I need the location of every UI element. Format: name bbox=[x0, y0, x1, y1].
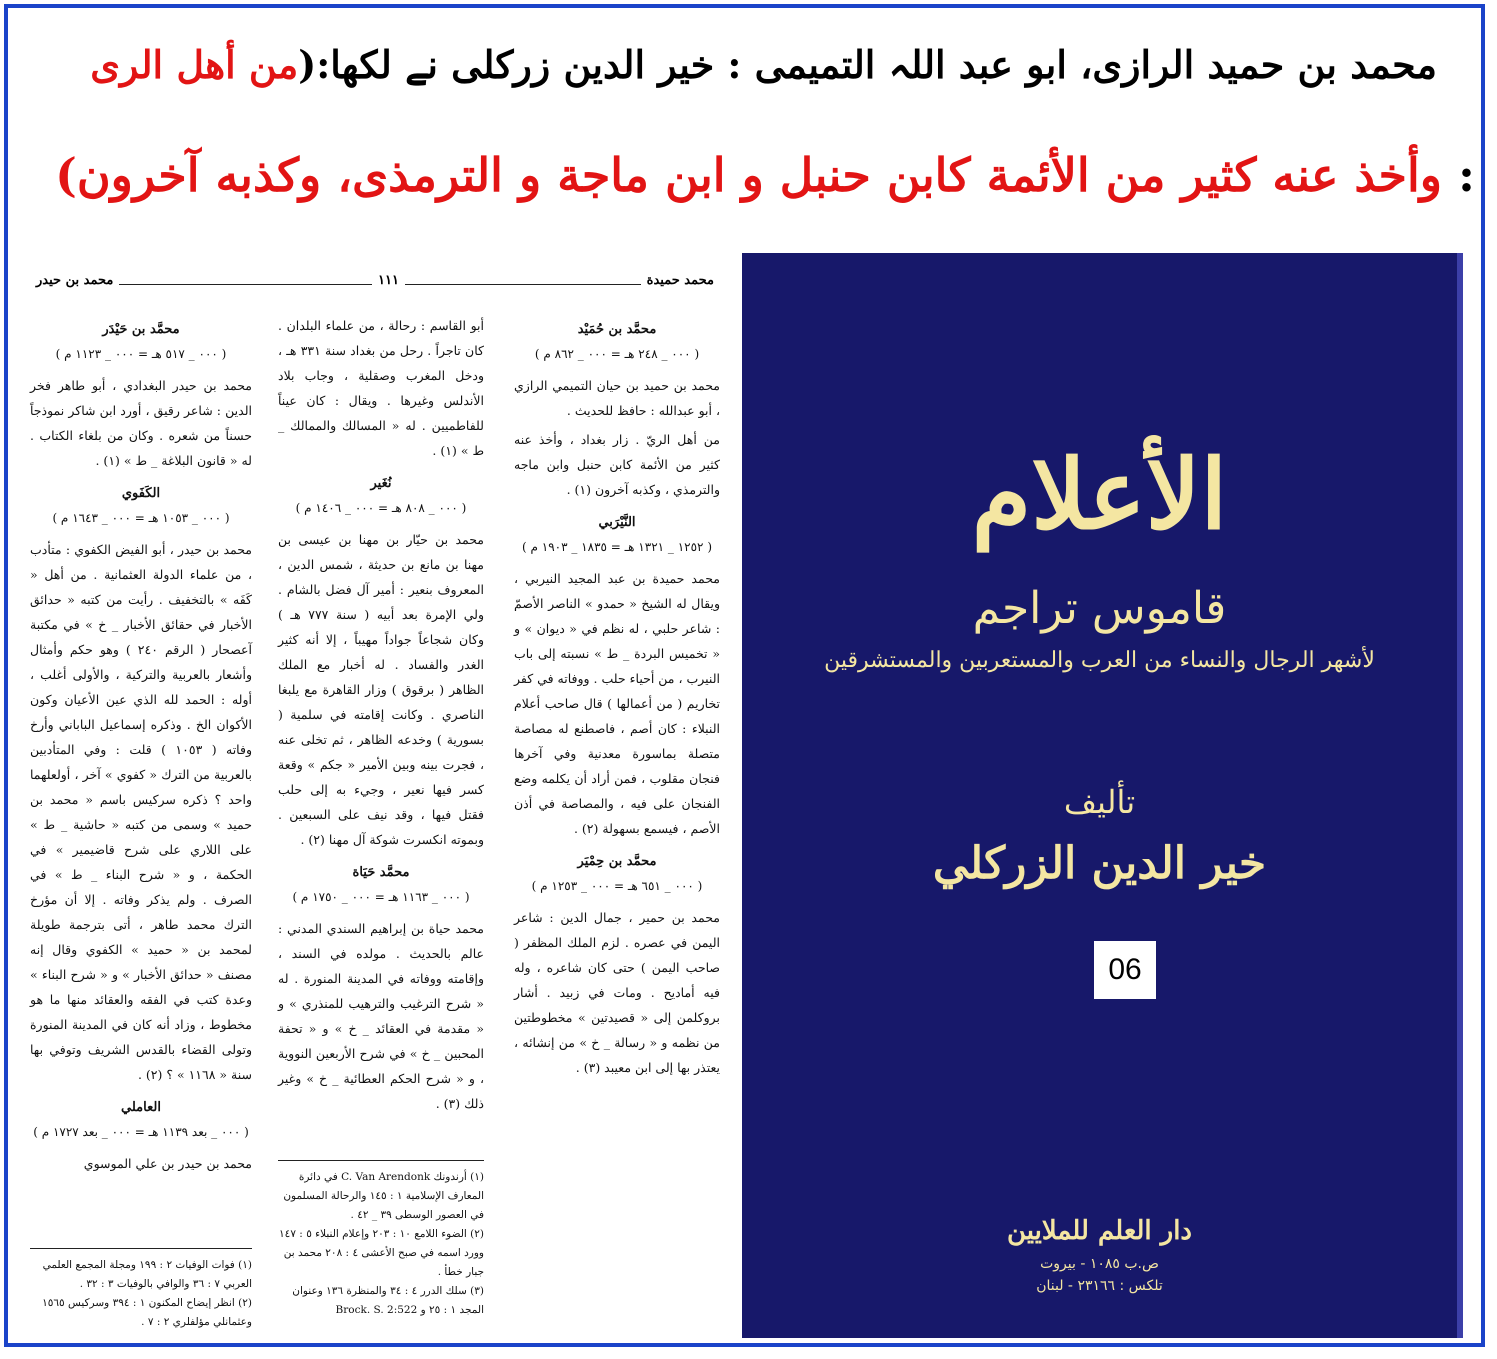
entry-text: محمد حياة بن إبراهيم السندي المدني : عالم بالحديث . مولده في السند ، وإقامته ووفاته في المدينة المنورة . له « شرح الترغيب والترهيب للمنذري » و « مقدمة في العقائد _ خ » و « تحفة المحبين _ خ » في شرح الأربعين النووية ، و « شرح الحكم العطائية _ خ » وغير ذلك (٣) . bbox=[278, 921, 484, 1111]
entry-name: الكَفَوي bbox=[121, 486, 161, 501]
entry-name: محمَّد بن حِمْيَر bbox=[577, 854, 657, 869]
entry-dates: ( ٠٠٠ _ ٨٠٨ هـ = ٠٠٠ _ ١٤٠٦ م ) bbox=[295, 501, 467, 515]
biography-entry bbox=[278, 313, 484, 463]
column-left bbox=[30, 313, 252, 1184]
page-number: ١١١ bbox=[372, 273, 405, 288]
footnotes-left bbox=[30, 1256, 252, 1332]
biography-entry bbox=[278, 860, 484, 1116]
entry-text: محمد بن حميد بن حيان التميمي الرازي ، أبو عبدالله : حافظ للحديث . bbox=[514, 378, 720, 418]
entry-text: محمد حميدة بن عبد المجيد النيربي ، ويقال له الشيخ « حمدو » الناصر الأصمّ : شاعر حلبي ، له نظم في « ديوان » و « تخميس البردة _ ط » نسبته إلى باب النيرب ، من أحياء حلب . ووفاته في كفر تخاريم ( من أعمالها ) قال صاحب أعلام النبلاء : كان أصم ، فاصطنع له مصاصة متصلة بماسورة معدنية وفي آخرها فنجان مقلوب ، فمن أراد أن يكلمه وضع الفنجان على فيه ، والمصاصة في أذن الأصم ، فيسمع بسهولة (٢) . bbox=[514, 571, 720, 836]
headline-colon: : bbox=[1442, 148, 1475, 202]
biography-entry bbox=[30, 317, 252, 473]
footnote: (٢) انظر إيضاح المكنون ١ : ٣٩٤ وسركيس ١٥٦٥ وعثمانلي مؤلفلري ٢ : ٧ . bbox=[42, 1297, 252, 1328]
headline-line-1 bbox=[90, 42, 1437, 87]
entry-dates: ( ٠٠٠ _ ٢٤٨ هـ = ٠٠٠ _ ٨٦٢ م ) bbox=[534, 347, 700, 361]
entry-dates: ( ٠٠٠ _ ١١٦٣ هـ = ٠٠٠ _ ١٧٥٠ م ) bbox=[292, 890, 470, 904]
cover-subtitle: قاموس تراجم bbox=[972, 583, 1227, 634]
cover-description: لأشهر الرجال والنساء من العرب والمستعربين والمستشرقين bbox=[824, 648, 1375, 673]
biography-entry bbox=[278, 471, 484, 852]
column-middle bbox=[278, 313, 484, 1124]
headline-red-quote-2: وأخذ عنه كثير من الأئمة كابن حنبل و ابن ماجة و الترمذی، وكذبه آخرون) bbox=[55, 148, 1442, 202]
footnote: (٢) الضوء اللامع ١٠ : ٢٠٣ وإعلام النبلاء ٥ : ١٤٧ وورد اسمه في صبح الأعشى ٤ : ٢٠٨ محمد بن جبار خطأ . bbox=[279, 1228, 484, 1278]
footnote: (٣) سلك الدرر ٤ : ٣٤ والمنظرة ١٣٦ وعنوان المجد ١ : ٢٥ و Brock. S. 2:522 bbox=[292, 1285, 484, 1316]
cover-address-1: ص.ب ١٠٨٥ - بيروت bbox=[1040, 1256, 1159, 1272]
cover-author: خير الدين الزركلي bbox=[932, 838, 1267, 889]
biography-entry bbox=[514, 317, 720, 502]
cover-author-label: تأليف bbox=[1063, 783, 1136, 821]
cover-publisher: دار العلم للملايين bbox=[1006, 1216, 1192, 1246]
headline-line-2 bbox=[55, 148, 1475, 202]
footnote: (١) أرندونك C. Van Arendonk في دائرة المعارف الإسلامية ١ : ١٤٥ والرحالة المسلمون في العصور الوسطى ٣٩ _ ٤٢ . bbox=[283, 1171, 484, 1221]
volume-number: 06 bbox=[1094, 941, 1156, 999]
entry-name: محمَّد بن حَيْدَر bbox=[102, 322, 180, 337]
entry-name: العاملي bbox=[121, 1100, 161, 1115]
footnote-rule-left bbox=[30, 1248, 252, 1249]
biography-entry bbox=[30, 1095, 252, 1176]
entry-text: محمد بن حمير ، جمال الدين : شاعر اليمن في عصره . لزم الملك المظفر ( صاحب اليمن ) حتى كان شاعره ، وله فيه أماديح . ومات في زبيد . أشار بروكلمن إلى « قصيدتين » مخطوطتين من نظمه و « رسالة _ خ » من إنشائه ، يعتذر بها إلى ابن معيبد (٣) . bbox=[514, 910, 720, 1075]
footnotes-middle bbox=[278, 1168, 484, 1320]
entry-name: نُغَير bbox=[370, 476, 392, 491]
headline-urdu-text: محمد بن حمید الرازی، ابو عبد اللہ التمیمی : خیر الدین زرکلی نے لکھا:( bbox=[298, 42, 1437, 87]
cover-title: الأعلام bbox=[971, 438, 1228, 551]
entry-text: محمد بن حيّار بن مهنا بن عيسى بن مهنا بن مانع بن حديثة ، شمس الدين ، المعروف بنعير : أمير آل فضل بالشام . ولي الإمرة بعد أبيه ( سنة ٧٧٧ هـ ) وكان شجاعاً جواداً مهيباً ، إلا أنه كثير الغدر والفساد . له أخبار مع الملك الظاهر ( برقوق ) وزار القاهرة مع يلبغا الناصري . وكانت إقامته في سلمية ( بسورية ) وخدعه الظاهر ، ثم تخلى عنه ، فجرت بينه وبين الأمير « جكم » وقعة كسر فيها نعير ، وجيء به إلى حلب فقتل فيها ، وقد نيف على السبعين . وبموته انكسرت شوكة آل مهنا (٢) . bbox=[278, 532, 485, 847]
entry-dates: ( ٠٠٠ _ ٥١٧ هـ = ٠٠٠ _ ١١٢٣ م ) bbox=[55, 347, 227, 361]
entry-dates: ( ٠٠٠ _ ٦٥١ هـ = ٠٠٠ _ ١٢٥٣ م ) bbox=[531, 879, 703, 893]
entry-dates: ( ١٢٥٢ _ ١٣٢١ هـ = ١٨٣٥ _ ١٩٠٣ م ) bbox=[522, 540, 712, 554]
entry-text: محمد بن حيدر بن علي الموسوي bbox=[83, 1156, 252, 1171]
footnote: (١) فوات الوفيات ٢ : ١٩٩ ومجلة المجمع العلمي العربي ٧ : ٣٦ والوافي بالوفيات ٣ : ٣٢ . bbox=[42, 1259, 252, 1290]
entry-text: محمد بن حيدر البغدادي ، أبو طاهر فخر الدين : شاعر رقيق ، أورد ابن شاكر نموذجاً حسناً من شعره . وكان من بلغاء الكتاب . له « قانون البلاغة _ ط » (١) . bbox=[30, 378, 252, 468]
entry-name: محمَّد بن حُمَيْد bbox=[577, 322, 657, 337]
column-right bbox=[514, 313, 720, 1088]
biography-entry bbox=[30, 481, 252, 1087]
header-right: محمد حميدة bbox=[641, 273, 720, 288]
cover-spine-edge bbox=[1457, 253, 1463, 1338]
entry-text: محمد بن حيدر ، أبو الفيض الكفوي : متأدب ، من علماء الدولة العثمانية . من أهل « كَفَه » بالتخفيف . رأيت من كتبه « حدائق الأخبار في حقائق الأخبار _ خ » في مكتبة آعصحار ( الرقم ٢٤٠ ) وهو حكم وأمثال وأشعار بالعربية والتركية ، والأولى أغلب ، أوله : الحمد لله الذي عين الأعيان وكون الأكوان الخ . وذكره إسماعيل الباباني وأرخ وفاته ( ١٠٥٣ ) قلت : وفي المتأدبين بالعربية من الترك « كفوي » آخر ، أولعلهما واحد ؟ ذكره سركيس باسم « محمد بن حميد » وسمى من كتبه « حاشية _ ط » على اللاري على شرح قاضيمير » في الحكمة ، و « شرح البناء _ ط » في الصرف . ولم يذكر وفاته . إلا أن مؤرخ الترك محمد طاهر ، أتى بترجمة طويلة لمحمد بن « حميد » الكفوي وقال إنه مصنف « حدائق الأخبار » و « شرح البناء » وعدة كتب في الفقه والعقائد منها ما هو مخطوط ، وزاد أنه كان في المدينة المنورة وتولى القضاء بالقدس الشريف وتوفي بها سنة « ١١٦٨ » ؟ (٢) . bbox=[30, 542, 252, 1082]
book-cover bbox=[742, 253, 1463, 1338]
headline-red-quote-1: من أهل الری bbox=[90, 42, 299, 87]
entry-text: من أهل الريّ . زار بغداد ، وأخذ عنه كثير من الأئمة كابن حنبل وابن ماجه والترمذي ، وكذبه آخرون (١) . bbox=[514, 432, 720, 497]
page-header bbox=[30, 273, 720, 295]
biography-entry bbox=[514, 510, 720, 841]
footnote-rule-middle bbox=[278, 1160, 484, 1161]
entry-name: محمَّد حَيَاة bbox=[352, 865, 410, 880]
biography-entry bbox=[514, 849, 720, 1080]
cover-address-2: تلكس : ٢٣١٦٦ - لبنان bbox=[1036, 1278, 1163, 1294]
book-page-scan bbox=[30, 268, 720, 1330]
entry-dates: ( ٠٠٠ _ ١٠٥٣ هـ = ٠٠٠ _ ١٦٤٣ م ) bbox=[52, 511, 230, 525]
entry-text: أبو القاسم : رحالة ، من علماء البلدان . كان تاجراً . رحل من بغداد سنة ٣٣١ هـ ، ودخل المغرب وصقلية ، وجاب بلاد الأندلس وغيرها . ويقال : كان عيناً للفاطميين . له « المسالك والممالك _ ط » (١) . bbox=[278, 318, 484, 458]
entry-dates: ( ٠٠٠ _ بعد ١١٣٩ هـ = ٠٠٠ _ بعد ١٧٢٧ م ) bbox=[33, 1125, 249, 1139]
entry-name: النَّيْرَبي bbox=[598, 515, 636, 530]
header-left: محمد بن حيدر bbox=[30, 273, 119, 288]
